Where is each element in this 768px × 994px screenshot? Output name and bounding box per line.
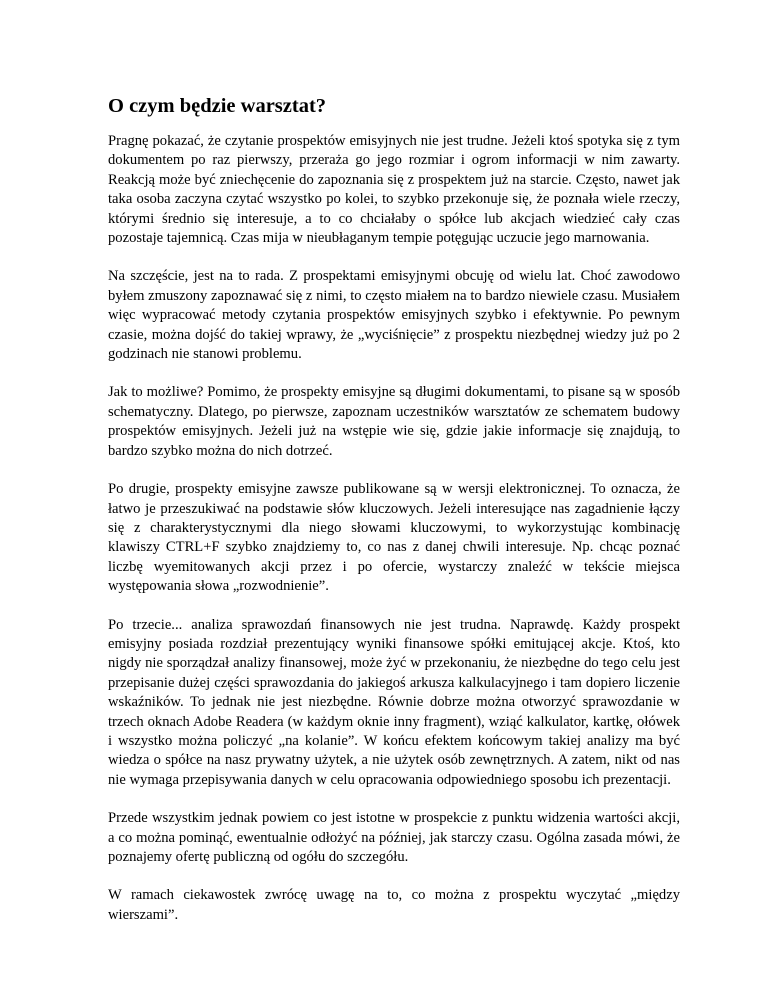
document-title: O czym będzie warsztat?	[108, 95, 327, 117]
document-content	[108, 94, 680, 944]
paragraph-3: Jak to możliwe? Pomimo, że prospekty emisyjne są długimi dokumentami, to pisane są w sposób schematyczny. Dlatego, po pierwsze, zapoznam uczestników warsztatów ze schematem budowy prospektów emisyjnych. Jeżeli już na wstępie wie się, gdzie jakie informacje się znajdują, to bardzo szybko można do nich dotrzeć.	[108, 384, 680, 459]
paragraph-1: Pragnę pokazać, że czytanie prospektów emisyjnych nie jest trudne. Jeżeli ktoś spotyka się z tym dokumentem po raz pierwszy, przeraża go jego rozmiar i ogrom informacji w nim zawarty. Reakcją może być zniechęcenie do zapoznania się z prospektem już na starcie. Często, nawet jak taka osoba zaczyna czytać wszystko po kolei, to szybko przekonuje się, że poznała wiele rzeczy, którymi średnio się interesuje, a to co chciałaby o spółce lub akcjach wiedzieć cały czas pozostaje tajemnicą. Czas mija w nieubłaganym tempie potęgując uczucie jego marnowania.	[108, 133, 680, 247]
paragraph-2: Na szczęście, jest na to rada. Z prospektami emisyjnymi obcuję od wielu lat. Choć zawodowo byłem zmuszony zapoznawać się z nimi, to często miałem na to bardzo niewiele czasu. Musiałem więc wypracować metody czytania prospektów emisyjnych szybko i efektywnie. Po pewnym czasie, można dojść do takiej wprawy, że „wyciśnięcie” z prospektu niezbędnej wiedzy już po 2 godzinach nie stanowi problemu.	[108, 268, 680, 363]
paragraph-6: Przede wszystkim jednak powiem co jest istotne w prospekcie z punktu widzenia wartości akcji, a co można pominąć, ewentualnie odłożyć na później, jak starczy czasu. Ogólna zasada mówi, że poznajemy ofertę publiczną od ogółu do szczegółu.	[108, 810, 680, 865]
paragraph-5: Po trzecie... analiza sprawozdań finansowych nie jest trudna. Naprawdę. Każdy prospekt emisyjny posiada rozdział prezentujący wyniki finansowe spółki emitującej akcje. Ktoś, kto nigdy nie sporządzał analizy finansowej, może żyć w przekonaniu, że niezbędne do tego celu jest przepisanie dużej części sprawozdania do jakiegoś arkusza kalkulacyjnego i tam dopiero liczenie wskaźników. To jednak nie jest niezbędne. Równie dobrze można otworzyć sprawozdanie w trzech oknach Adobe Readera (w każdym oknie inny fragment), wziąć kalkulator, kartkę, ołówek i wszystko można policzyć „na kolanie”. W końcu efektem końcowym takiej analizy ma być wiedza o spółce na nasz prywatny użytek, a nie użytek osób zewnętrznych. A zatem, nikt od nas nie wymaga przepisywania danych w celu opracowania odpowiedniego sposobu ich prezentacji.	[108, 616, 680, 788]
paragraph-7: W ramach ciekawostek zwrócę uwagę na to, co można z prospektu wyczytać „między wierszami”.	[108, 887, 680, 923]
paragraph-4: Po drugie, prospekty emisyjne zawsze publikowane są w wersji elektronicznej. To oznacza, że łatwo je przeszukiwać na podstawie słów kluczowych. Jeżeli interesujące nas zagadnienie łączy się z charakterystycznymi dla niego słowami kluczowymi, to wykorzystując kombinację klawiszy CTRL+F szybko znajdziemy to, co nas z danej chwili interesuje. Np. chcąc poznać liczbę wyemitowanych akcji przez i po ofercie, wystarczy znaleźć w tekście miejsca występowania słowa „rozwodnienie”.	[108, 481, 680, 595]
